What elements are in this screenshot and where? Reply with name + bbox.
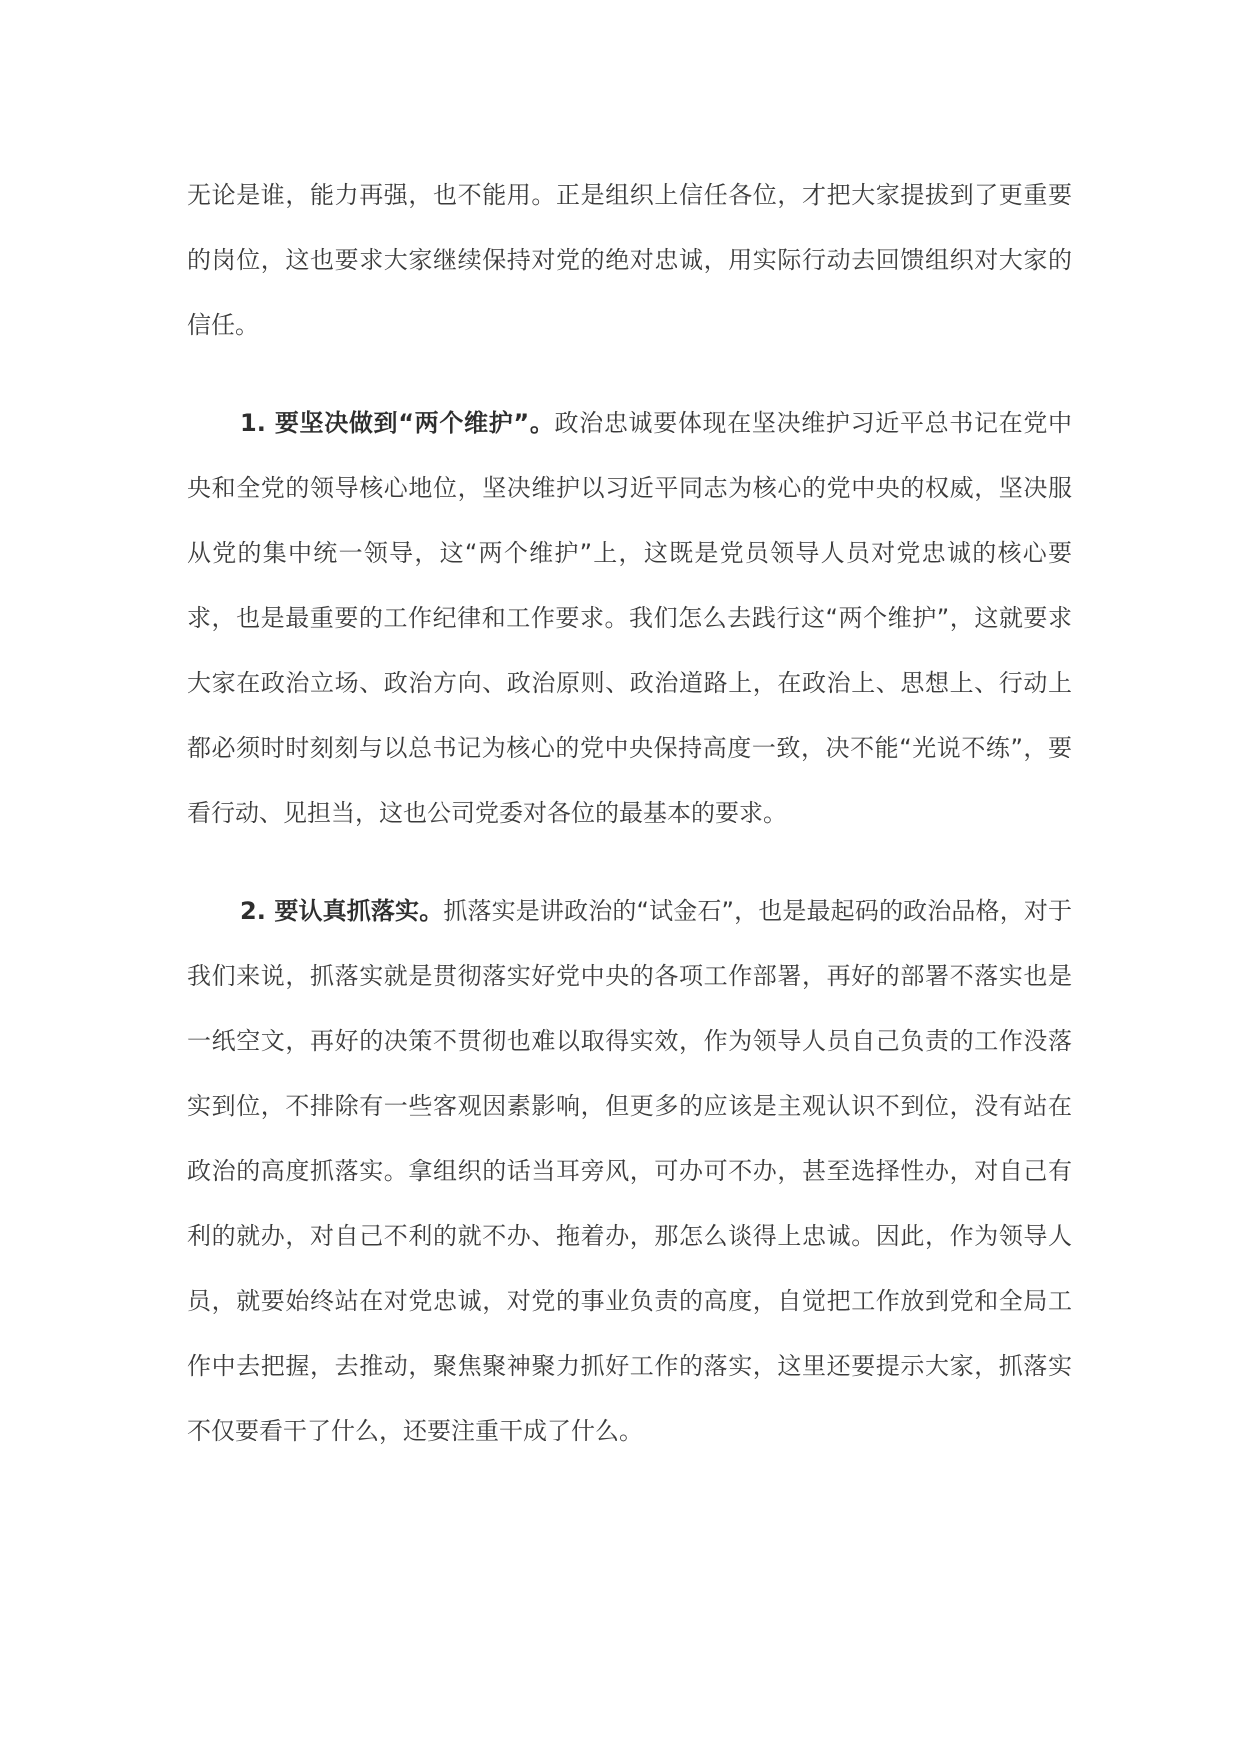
paragraph-implementation-text: 抓落实是讲政治的“试金石”，也是最起码的政治品格，对于我们来说，抓落实就是贯彻落实好党中央的各项工作部署，再好的部署不落实也是一纸空文，再好的决策不贯彻也难以取得实效，作为领导人员自己负责的工作没落实到位，不排除有一些客观因素影响，但更多的应该是主观认识不到位，没有站在政治的高度抓落实。拿组织的话当耳旁风，可办可不办，甚至选择性办，对自己有利的就办，对自己不利的就不办、拖着办，那怎么谈得上忠诚。因此，作为领导人员，就要始终站在对党忠诚，对党的事业负责的高度，自觉把工作放到党和全局工作中去把握，去推动，聚焦聚神聚力抓好工作的落实，这里还要提示大家，抓落实不仅要看干了什么，还要注重干成了什么。 xyxy=(187,897,1072,1445)
paragraph-implementation xyxy=(187,879,1072,1464)
paragraph-intro xyxy=(187,163,1072,358)
section-heading-two-safeguards: 1. 要坚决做到“两个维护”。 xyxy=(240,409,555,437)
document-body xyxy=(187,163,1072,1497)
section-heading-implementation: 2. 要认真抓落实。 xyxy=(240,897,444,925)
paragraph-two-safeguards xyxy=(187,391,1072,846)
paragraph-intro-text: 无论是谁，能力再强，也不能用。正是组织上信任各位，才把大家提拔到了更重要的岗位，这也要求大家继续保持对党的绝对忠诚，用实际行动去回馈组织对大家的信任。 xyxy=(187,181,1072,339)
paragraph-two-safeguards-text: 政治忠诚要体现在坚决维护习近平总书记在党中央和全党的领导核心地位，坚决维护以习近平同志为核心的党中央的权威，坚决服从党的集中统一领导，这“两个维护”上，这既是党员领导人员对党忠诚的核心要求，也是最重要的工作纪律和工作要求。我们怎么去践行这“两个维护”，这就要求大家在政治立场、政治方向、政治原则、政治道路上，在政治上、思想上、行动上都必须时时刻刻与以总书记为核心的党中央保持高度一致，决不能“光说不练”，要看行动、见担当，这也公司党委对各位的最基本的要求。 xyxy=(187,409,1073,827)
